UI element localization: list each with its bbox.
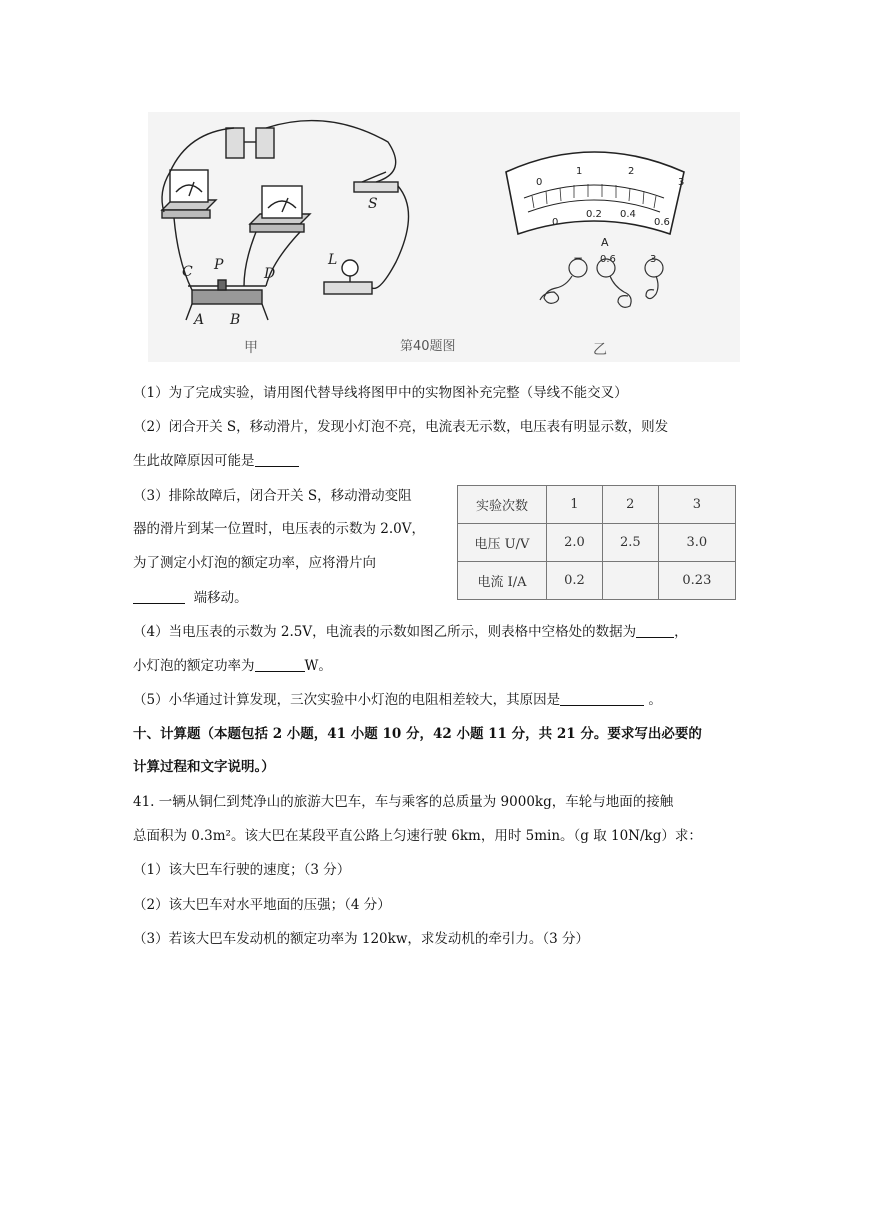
- voltmeter-icon: [162, 170, 216, 218]
- label-c: C: [182, 264, 193, 280]
- dial-top-1: 1: [576, 166, 583, 177]
- table-cell: 0.23: [658, 562, 735, 600]
- question-5: [133, 690, 662, 710]
- label-s: S: [368, 196, 378, 212]
- dial-top-2: 2: [628, 166, 635, 177]
- label-b: B: [230, 312, 241, 328]
- question-41-line-1: 41. 一辆从铜仁到梵净山的旅游大巴车，车与乘客的总质量为 9000kg，车轮与地面的接触: [133, 794, 674, 810]
- question-4-comma: ，: [674, 624, 688, 640]
- table-cell: 2.5: [602, 524, 658, 562]
- question-3-line-2: 器的滑片到某一位置时，电压表的示数为 2.0V，: [133, 521, 426, 537]
- label-d: D: [264, 266, 276, 282]
- dial-top-3: 3: [678, 177, 685, 188]
- question-4-text: （4）当电压表的示数为 2.5V，电流表的示数如图乙所示，则表格中空格处的数据为: [133, 624, 637, 640]
- section-10-heading-line-2: 计算过程和文字说明。）: [133, 759, 275, 775]
- question-3-text: 端移动。: [193, 590, 248, 606]
- terminal-3: 3: [650, 254, 657, 265]
- question-3-line-1: （3）排除故障后，闭合开关 S，移动滑动变阻: [133, 488, 412, 504]
- table-header-cell: 实验次数: [458, 486, 547, 524]
- dial-unit: A: [601, 236, 609, 249]
- dial-top-0: 0: [536, 177, 543, 188]
- data-table: [457, 485, 736, 600]
- question-2-line-2: [133, 451, 299, 471]
- question-41-sub-1: （1）该大巴车行驶的速度；（3 分）: [133, 862, 351, 878]
- experiment-figure: [148, 112, 740, 362]
- question-4-line-1: [133, 622, 688, 642]
- figure-caption: 第40题图: [400, 339, 456, 354]
- section-10-heading-line-1: 十、计算题（本题包括 2 小题，41 小题 10 分，42 小题 11 分，共 21 分。要求写出必要的: [133, 726, 702, 742]
- table-cell: 3.0: [658, 524, 735, 562]
- label-a: A: [194, 312, 205, 328]
- dial-bottom-1: 0.2: [586, 209, 602, 220]
- table-header-cell: 1: [546, 486, 602, 524]
- answer-blank[interactable]: [255, 657, 305, 672]
- question-2-text: 生此故障原因可能是: [133, 453, 255, 469]
- question-41-sub-2: （2）该大巴车对水平地面的压强；（4 分）: [133, 897, 391, 913]
- question-5-end: 。: [648, 692, 662, 708]
- answer-blank[interactable]: [560, 691, 644, 706]
- table-cell: 电流 I/A: [458, 562, 547, 600]
- question-2-line-1: （2）闭合开关 S，移动滑片，发现小灯泡不亮，电流表无示数，电压表有明显示数，则发: [133, 419, 669, 435]
- question-1: （1）为了完成实验，请用图代替导线将图甲中的实物图补充完整（导线不能交叉）: [133, 385, 628, 401]
- figure-label-right: 乙: [593, 342, 607, 358]
- table-cell-empty: [602, 562, 658, 600]
- question-3-line-4: [133, 588, 248, 608]
- label-l: L: [328, 252, 338, 268]
- table-cell: 0.2: [546, 562, 602, 600]
- question-4-text-2: 小灯泡的额定功率为: [133, 658, 255, 674]
- question-41-sub-3: （3）若该大巴车发动机的额定功率为 120kw，求发动机的牵引力。（3 分）: [133, 931, 590, 947]
- dial-bottom-2: 0.4: [620, 209, 636, 220]
- question-4-line-2: [133, 656, 332, 676]
- table-header-cell: 2: [602, 486, 658, 524]
- terminal-06: 0.6: [600, 254, 616, 265]
- question-41-line-2: 总面积为 0.3m²。该大巴在某段平直公路上匀速行驶 6km，用时 5min。（g 取 10N/kg）求：: [133, 828, 702, 844]
- table-header-cell: 3: [658, 486, 735, 524]
- answer-blank[interactable]: [636, 623, 674, 638]
- terminal-neg: −: [573, 251, 584, 265]
- table-cell: 2.0: [546, 524, 602, 562]
- dial-bottom-0: 0: [552, 217, 559, 228]
- question-5-text: （5）小华通过计算发现，三次实验中小灯泡的电阻相差较大，其原因是: [133, 692, 561, 708]
- question-3-line-3: 为了测定小灯泡的额定功率，应将滑片向: [133, 555, 376, 571]
- label-p: P: [214, 257, 224, 273]
- dial-bottom-3: 0.6: [654, 217, 670, 228]
- figure-label-left: 甲: [244, 340, 258, 356]
- table-cell: 电压 U/V: [458, 524, 547, 562]
- answer-blank[interactable]: [133, 589, 185, 604]
- question-4-unit: W。: [304, 658, 332, 674]
- answer-blank[interactable]: [255, 452, 299, 467]
